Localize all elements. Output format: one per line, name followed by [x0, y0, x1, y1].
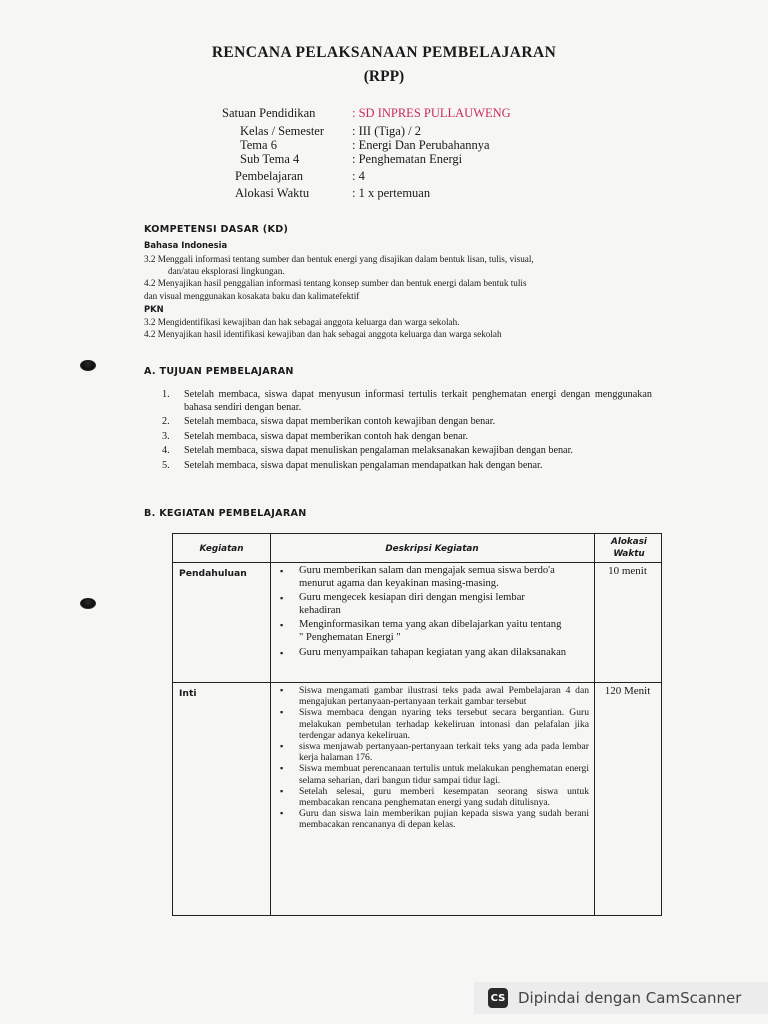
objective-number: 3.	[162, 430, 170, 442]
row-label-inti: Inti	[179, 688, 197, 699]
activity-table	[172, 533, 662, 916]
info-label: Sub Tema 4	[240, 152, 300, 166]
objective-text: Setelah membaca, siswa dapat memberikan contoh hak dengan benar.	[184, 430, 469, 442]
row-time-pendahuluan: 10 menit	[608, 565, 647, 577]
activity-item: ▪ Guru menyampaikan tahapan kegiatan yang akan dilaksanakan	[277, 647, 567, 660]
info-value: : Penghematan Energi	[352, 152, 463, 166]
kd-line: dan/atau eksplorasi lingkungan.	[168, 266, 285, 276]
info-label: Satuan Pendidikan	[222, 106, 316, 120]
info-value: : 4	[352, 169, 365, 183]
objective-text: Setelah membaca, siswa dapat menuliskan pengalaman melaksanakan kewajiban dengan benar.	[184, 445, 573, 456]
objective-item	[160, 431, 652, 444]
kd-pkn-line: 4.2 Menyajikan hasil identifikasi kewajiban dan hak sebagai anggota keluarga dan warga sekolah	[144, 329, 502, 339]
activity-item: ▪ Setelah selesai, guru memberi kesempatan seorang siswa untuk membacakan rencana penghematan energi yang sudah ditulisnya.	[277, 786, 589, 808]
info-value: : 1 x pertemuan	[352, 186, 431, 200]
row-time-inti: 120 Menit	[604, 685, 651, 697]
info-label: Kelas / Semester	[240, 124, 325, 138]
inti-activity-list	[277, 685, 589, 831]
activity-item: ▪ Guru memberikan salam dan mengajak semua siswa berdo'a menurut agama dan keyakinan masing-masing.	[277, 565, 567, 590]
kd-line: 4.2 Menyajikan hasil penggalian informasi tentang konsep sumber dan bentuk energi dalam bentuk tulis	[144, 278, 527, 288]
objective-item	[160, 389, 652, 414]
camscanner-logo-icon: CS	[488, 988, 508, 1008]
kd-pkn-line: 3.2 Mengidentifikasi kewajiban dan hak sebagai anggota keluarga dan warga sekolah.	[144, 317, 460, 327]
table-divider	[173, 562, 661, 563]
pendahuluan-activity-list	[277, 565, 567, 661]
info-label: Tema 6	[240, 138, 277, 152]
objective-number: 1.	[162, 389, 170, 400]
objective-item	[160, 416, 652, 429]
objective-list	[160, 389, 652, 474]
activity-item: ▪ Menginformasikan tema yang akan dibelajarkan yaitu tentang " Penghematan Energi "	[277, 619, 567, 644]
activity-item: ▪ siswa menjawab pertanyaan-pertanyaan terkait teks yang ada pada lembar kerja halaman 176.	[277, 741, 589, 763]
kd-subject-bahasa: Bahasa Indonesia	[144, 240, 228, 250]
document-subtitle: (RPP)	[363, 68, 405, 85]
info-label: Pembelajaran	[235, 169, 304, 183]
kegiatan-heading: B. KEGIATAN PEMBELAJARAN	[144, 508, 307, 519]
activity-item: ▪ Guru mengecek kesiapan diri dengan mengisi lembar kehadiran	[277, 592, 567, 617]
info-value: : SD INPRES PULLAUWENG	[352, 106, 511, 120]
camscanner-text: Dipindai dengan CamScanner	[518, 989, 742, 1007]
activity-item: ▪ Siswa membuat perencanaan tertulis untuk melakukan penghematan energi selama seharian, dari bangun tidur sampai tidur lagi.	[277, 763, 589, 785]
kd-heading: KOMPETENSI DASAR (KD)	[144, 224, 289, 235]
info-label: Alokasi Waktu	[235, 186, 310, 200]
objective-item	[160, 460, 652, 473]
kd-line: 3.2 Menggali informasi tentang sumber dan bentuk energi yang disajikan dalam bentuk lisan, tulis, visual,	[144, 254, 534, 264]
binder-hole	[80, 360, 96, 371]
objective-text: Setelah membaca, siswa dapat menyusun informasi tertulis terkait penghematan energi dengan menggunakan bahasa sendiri dengan benar.	[184, 389, 652, 413]
activity-item: ▪ Guru dan siswa lain memberikan pujian kepada siswa yang sudah berani membacakan rencananya di depan kelas.	[277, 808, 589, 830]
table-divider	[270, 534, 271, 915]
activity-item: ▪ Siswa mengamati gambar ilustrasi teks pada awal Pembelajaran 4 dan mengajukan pertanyaan-pertanyaan terkait gambar tersebut	[277, 685, 589, 707]
objective-text: Setelah membaca, siswa dapat memberikan contoh kewajiban dengan benar.	[184, 416, 496, 427]
tujuan-heading: A. TUJUAN PEMBELAJARAN	[144, 366, 294, 377]
activity-item: ▪ Siswa membaca dengan nyaring teks tersebut secara bergantian. Guru melakukan pembetulan terhadap kekeliruan intonasi dan pelafalan jika terdengar adanya kekeliruan.	[277, 707, 589, 741]
table-divider	[173, 682, 661, 683]
camscanner-watermark	[474, 982, 768, 1014]
objective-item	[160, 445, 652, 458]
row-label-pendahuluan: Pendahuluan	[179, 568, 247, 579]
table-divider	[594, 534, 595, 915]
objective-text: Setelah membaca, siswa dapat menuliskan pengalaman mendapatkan hak dengan benar.	[184, 459, 543, 471]
col-header-kegiatan: Kegiatan	[199, 544, 244, 554]
info-value: : III (Tiga) / 2	[352, 124, 421, 138]
kd-line: dan visual menggunakan kosakata baku dan kalimatefektif	[144, 291, 360, 301]
objective-number: 2.	[162, 416, 170, 427]
col-header-alokasi: Alokasi Waktu	[611, 537, 647, 559]
objective-number: 5.	[162, 459, 170, 471]
document-title: RENCANA PELAKSANAAN PEMBELAJARAN	[211, 44, 557, 61]
col-header-deskripsi: Deskripsi Kegiatan	[385, 544, 479, 554]
objective-number: 4.	[162, 445, 170, 456]
info-value: : Energi Dan Perubahannya	[352, 138, 490, 152]
binder-hole	[80, 598, 96, 609]
kd-subject-pkn: PKN	[144, 304, 164, 314]
